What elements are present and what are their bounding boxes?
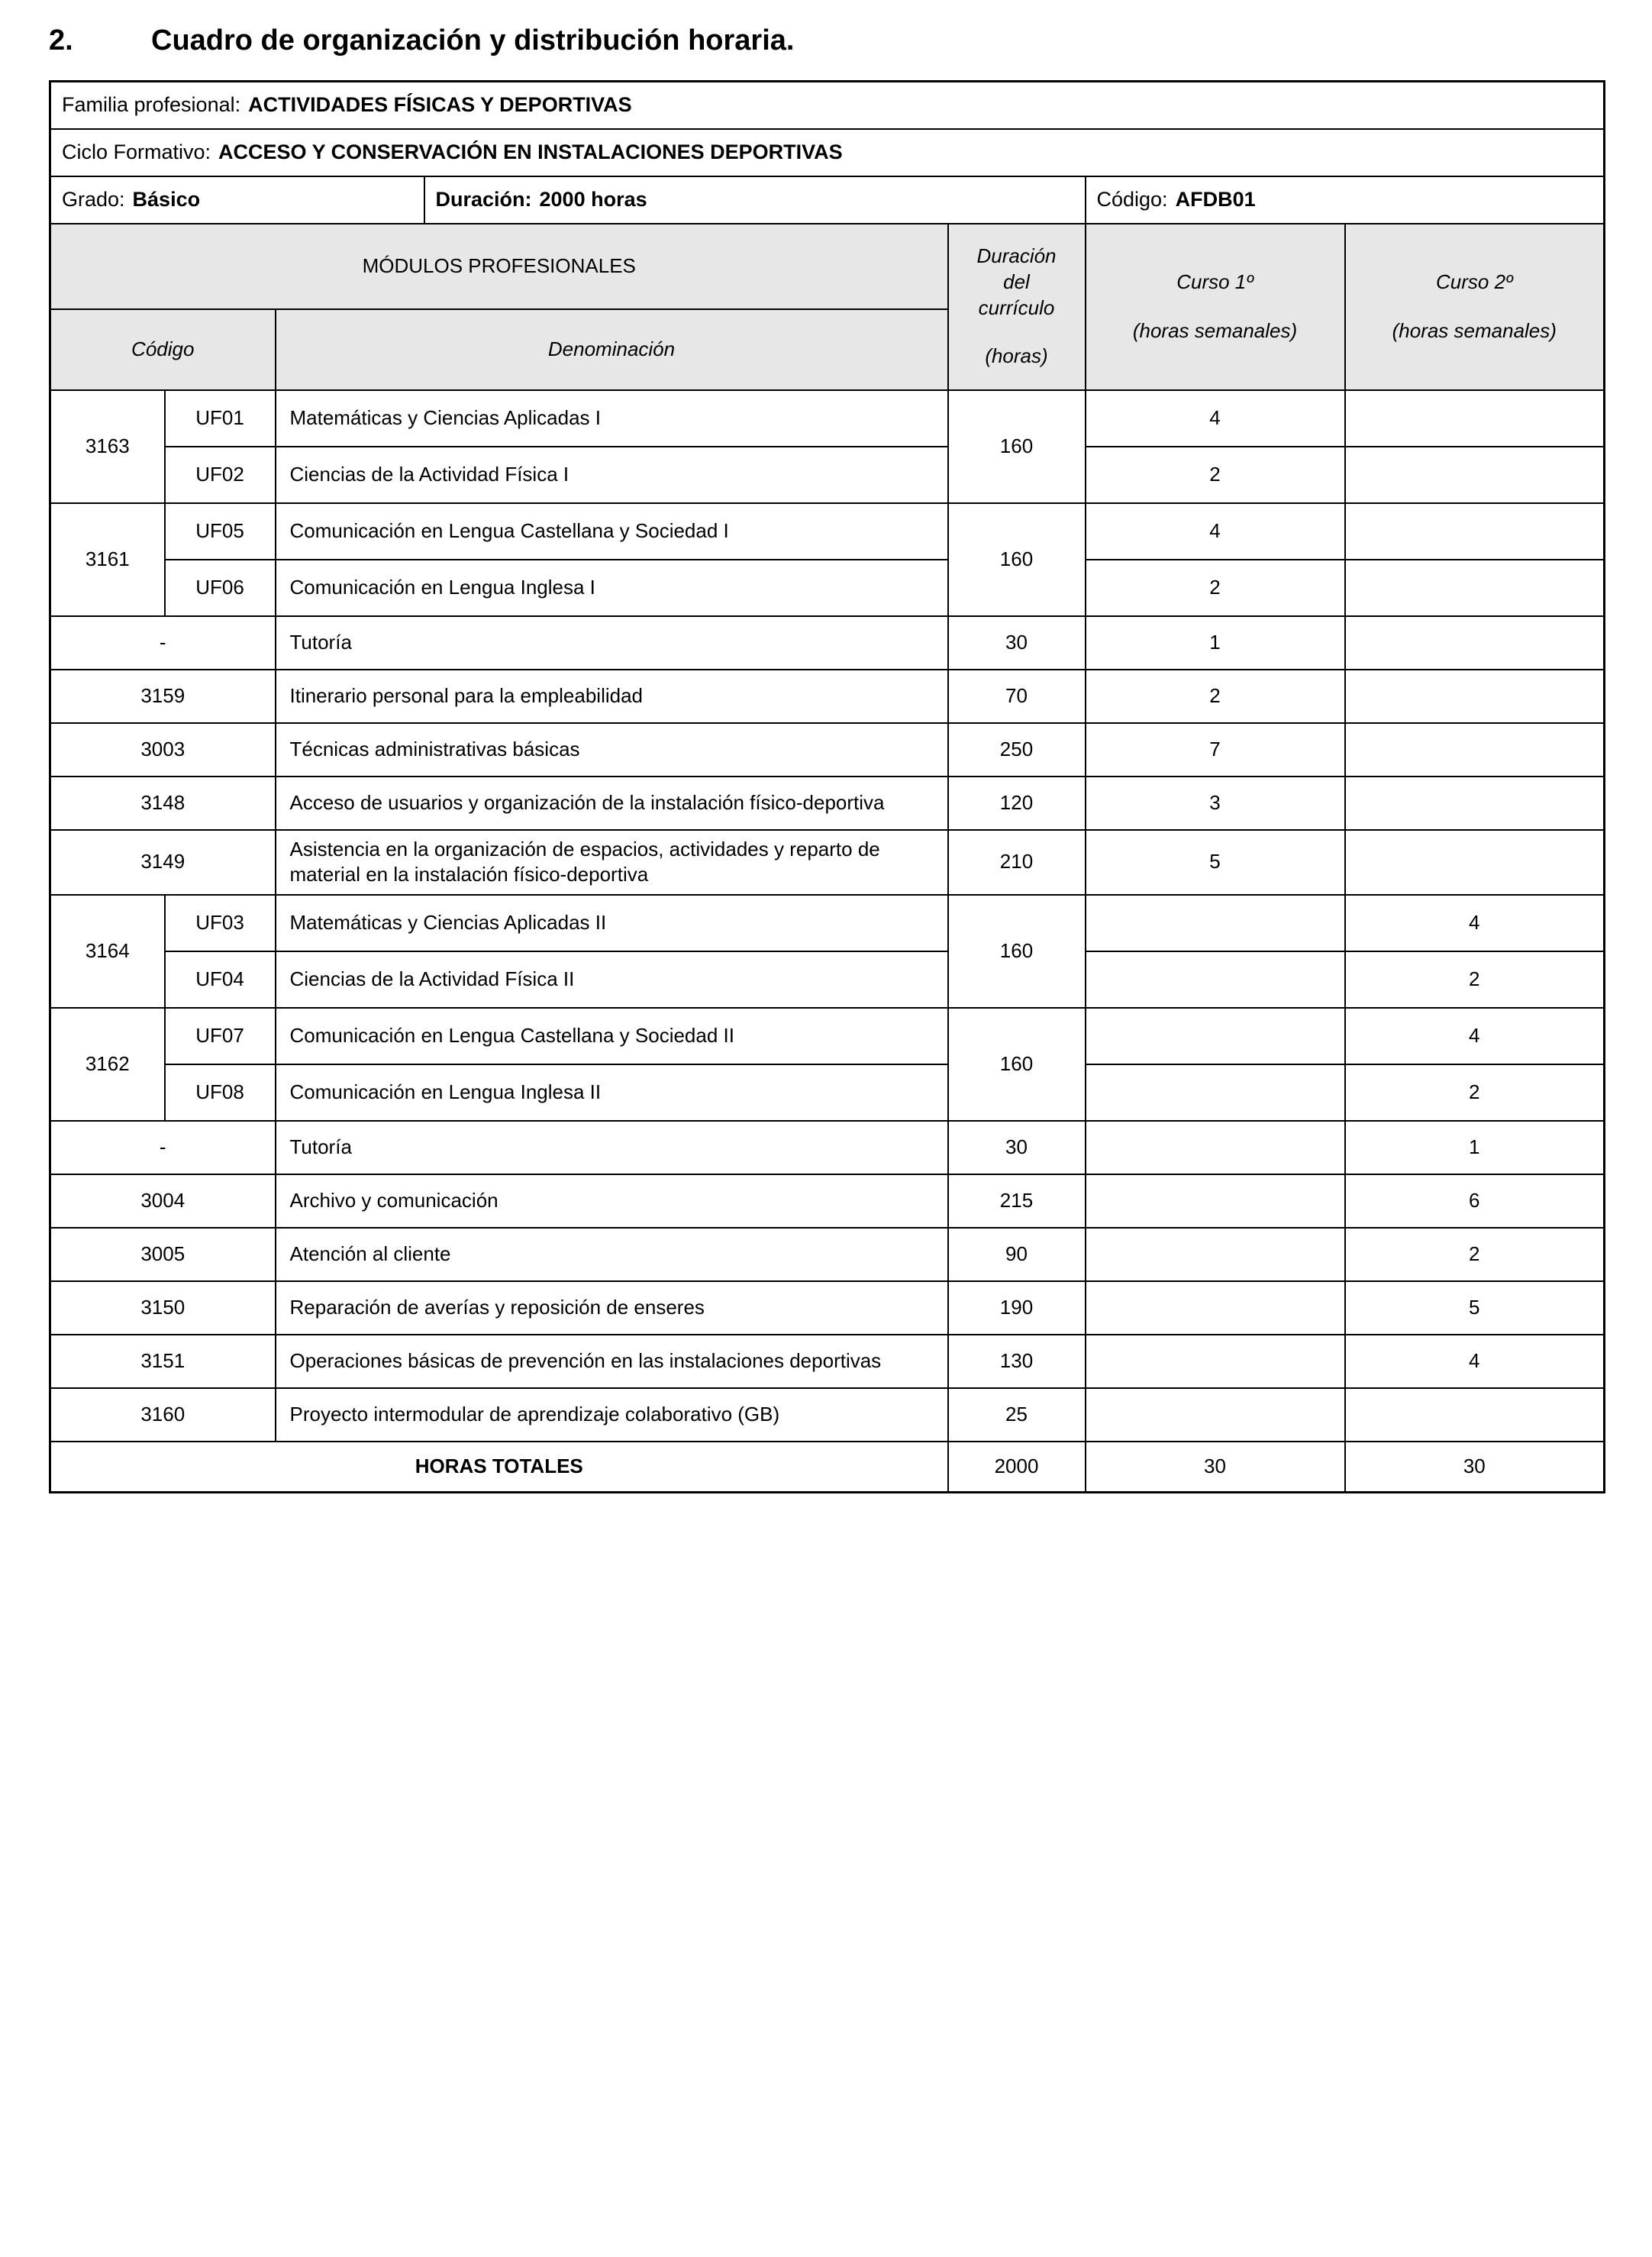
cell-duracion: 250 xyxy=(948,723,1086,777)
cell-code: 3149 xyxy=(50,830,276,896)
cell-module-name: Atención al cliente xyxy=(276,1228,948,1281)
cell-curso2: 4 xyxy=(1345,1008,1605,1064)
header-codigo: Código xyxy=(50,309,276,390)
cell-code: 3003 xyxy=(50,723,276,777)
cell-uf-code: UF06 xyxy=(165,560,276,616)
cell-group-code: 3163 xyxy=(50,390,165,503)
row-3148 xyxy=(50,777,1605,830)
cell-module-name: Proyecto intermodular de aprendizaje colaborativo (GB) xyxy=(276,1388,948,1442)
header-duracion-title: Duración del currículo xyxy=(976,244,1057,319)
cell-code: 3004 xyxy=(50,1174,276,1228)
cell-codigo-ciclo xyxy=(1086,176,1605,224)
row-ciclo-formativo xyxy=(50,129,1605,176)
cell-curso2: 6 xyxy=(1345,1174,1605,1228)
cell-curso1 xyxy=(1086,1174,1345,1228)
cell-module-name: Comunicación en Lengua Inglesa II xyxy=(276,1064,948,1121)
cell-module-name: Acceso de usuarios y organización de la instalación físico-deportiva xyxy=(276,777,948,830)
familia-value: ACTIVIDADES FÍSICAS Y DEPORTIVAS xyxy=(248,93,632,117)
section-heading xyxy=(49,24,1603,57)
cell-curso2 xyxy=(1345,447,1605,503)
cell-duracion: 90 xyxy=(948,1228,1086,1281)
cell-curso1 xyxy=(1086,951,1345,1008)
header-denominacion: Denominación xyxy=(276,309,948,390)
cell-duracion: 30 xyxy=(948,616,1086,670)
row-3003 xyxy=(50,723,1605,777)
cell-duracion: 160 xyxy=(948,1008,1086,1121)
ciclo-label: Ciclo Formativo: xyxy=(62,140,211,163)
cell-module-name: Ciencias de la Actividad Física II xyxy=(276,951,948,1008)
cell-uf-code: UF02 xyxy=(165,447,276,503)
cell-module-name: Comunicación en Lengua Castellana y Sociedad II xyxy=(276,1008,948,1064)
row-3150 xyxy=(50,1281,1605,1335)
cell-uf-code: UF03 xyxy=(165,895,276,951)
row-3163-uf02 xyxy=(50,447,1605,503)
row-3004 xyxy=(50,1174,1605,1228)
row-tutoria-1 xyxy=(50,616,1605,670)
cell-curso1 xyxy=(1086,1228,1345,1281)
cell-code: - xyxy=(50,1121,276,1174)
grado-label: Grado: xyxy=(62,187,125,211)
schedule-table xyxy=(49,80,1605,1493)
cell-curso1: 4 xyxy=(1086,390,1345,447)
header-curso2-sub: (horas semanales) xyxy=(1392,318,1557,342)
row-grado-duracion-codigo xyxy=(50,176,1605,224)
row-familia-profesional xyxy=(50,82,1605,129)
cell-curso2 xyxy=(1345,560,1605,616)
cell-duracion: 190 xyxy=(948,1281,1086,1335)
cell-group-code: 3162 xyxy=(50,1008,165,1121)
cell-totals-curso2: 30 xyxy=(1345,1442,1605,1492)
row-3164-uf03 xyxy=(50,895,1605,951)
cell-curso1: 2 xyxy=(1086,670,1345,723)
cell-curso1: 7 xyxy=(1086,723,1345,777)
cell-ciclo-formativo xyxy=(50,129,1605,176)
cell-module-name: Técnicas administrativas básicas xyxy=(276,723,948,777)
cell-familia-profesional xyxy=(50,82,1605,129)
cell-uf-code: UF08 xyxy=(165,1064,276,1121)
cell-code: 3159 xyxy=(50,670,276,723)
row-3005 xyxy=(50,1228,1605,1281)
cell-module-name: Comunicación en Lengua Inglesa I xyxy=(276,560,948,616)
cell-curso1 xyxy=(1086,1008,1345,1064)
cell-curso1: 3 xyxy=(1086,777,1345,830)
cell-curso1 xyxy=(1086,1281,1345,1335)
cell-curso2 xyxy=(1345,616,1605,670)
duracion-value: 2000 horas xyxy=(539,187,647,211)
cell-curso1 xyxy=(1086,1335,1345,1388)
cell-curso1: 5 xyxy=(1086,830,1345,896)
ciclo-value: ACCESO Y CONSERVACIÓN EN INSTALACIONES DEPORTIVAS xyxy=(218,140,843,163)
section-number: 2. xyxy=(49,24,73,57)
cell-module-name: Matemáticas y Ciencias Aplicadas I xyxy=(276,390,948,447)
cell-curso2: 1 xyxy=(1345,1121,1605,1174)
section-title: Cuadro de organización y distribución horaria. xyxy=(151,24,795,57)
table-header-row-1 xyxy=(50,224,1605,309)
cell-curso2 xyxy=(1345,670,1605,723)
grado-value: Básico xyxy=(132,187,201,211)
cell-curso2 xyxy=(1345,723,1605,777)
cell-code: 3160 xyxy=(50,1388,276,1442)
header-curso1-sub: (horas semanales) xyxy=(1132,318,1298,342)
header-modulos-profesionales: MÓDULOS PROFESIONALES xyxy=(50,224,948,309)
cell-group-code: 3161 xyxy=(50,503,165,616)
cell-code: 3151 xyxy=(50,1335,276,1388)
cell-module-name: Reparación de averías y reposición de enseres xyxy=(276,1281,948,1335)
cell-group-code: 3164 xyxy=(50,895,165,1008)
cell-uf-code: UF04 xyxy=(165,951,276,1008)
cell-duracion: 160 xyxy=(948,390,1086,503)
cell-curso2: 2 xyxy=(1345,951,1605,1008)
cell-module-name: Tutoría xyxy=(276,616,948,670)
row-3163-uf01 xyxy=(50,390,1605,447)
cell-curso1: 1 xyxy=(1086,616,1345,670)
cell-curso2: 4 xyxy=(1345,895,1605,951)
cell-module-name: Matemáticas y Ciencias Aplicadas II xyxy=(276,895,948,951)
header-duracion-curriculo xyxy=(948,224,1086,390)
header-curso-1 xyxy=(1086,224,1345,390)
cell-module-name: Operaciones básicas de prevención en las instalaciones deportivas xyxy=(276,1335,948,1388)
cell-curso1: 4 xyxy=(1086,503,1345,560)
cell-curso2 xyxy=(1345,777,1605,830)
cell-curso1 xyxy=(1086,1121,1345,1174)
cell-module-name: Comunicación en Lengua Castellana y Sociedad I xyxy=(276,503,948,560)
familia-label: Familia profesional: xyxy=(62,93,241,117)
header-curso2-title: Curso 2º xyxy=(1436,270,1513,293)
cell-curso2 xyxy=(1345,1388,1605,1442)
cell-module-name: Ciencias de la Actividad Física I xyxy=(276,447,948,503)
cell-module-name: Tutoría xyxy=(276,1121,948,1174)
row-3149 xyxy=(50,830,1605,896)
cell-curso2 xyxy=(1345,503,1605,560)
cell-uf-code: UF05 xyxy=(165,503,276,560)
duracion-label: Duración: xyxy=(435,187,532,211)
cell-curso2: 2 xyxy=(1345,1228,1605,1281)
codigo-value: AFDB01 xyxy=(1175,187,1256,211)
header-curso-2 xyxy=(1345,224,1605,390)
cell-curso1: 2 xyxy=(1086,560,1345,616)
cell-curso1 xyxy=(1086,1064,1345,1121)
row-3164-uf04 xyxy=(50,951,1605,1008)
cell-grado xyxy=(50,176,424,224)
cell-curso2 xyxy=(1345,390,1605,447)
cell-duracion: 160 xyxy=(948,503,1086,616)
cell-duracion: 215 xyxy=(948,1174,1086,1228)
cell-duracion: 70 xyxy=(948,670,1086,723)
cell-duracion: 160 xyxy=(948,895,1086,1008)
cell-curso2: 4 xyxy=(1345,1335,1605,1388)
row-3151 xyxy=(50,1335,1605,1388)
cell-duracion: 130 xyxy=(948,1335,1086,1388)
cell-duracion: 25 xyxy=(948,1388,1086,1442)
header-curso1-title: Curso 1º xyxy=(1176,270,1254,293)
cell-totals-duracion: 2000 xyxy=(948,1442,1086,1492)
row-3159 xyxy=(50,670,1605,723)
row-3160 xyxy=(50,1388,1605,1442)
row-3161-uf05 xyxy=(50,503,1605,560)
row-3161-uf06 xyxy=(50,560,1605,616)
row-horas-totales xyxy=(50,1442,1605,1492)
cell-curso2 xyxy=(1345,830,1605,896)
row-3162-uf08 xyxy=(50,1064,1605,1121)
cell-uf-code: UF07 xyxy=(165,1008,276,1064)
cell-module-name: Archivo y comunicación xyxy=(276,1174,948,1228)
cell-totals-label: HORAS TOTALES xyxy=(50,1442,948,1492)
cell-duracion: 30 xyxy=(948,1121,1086,1174)
cell-duracion: 210 xyxy=(948,830,1086,896)
cell-curso1 xyxy=(1086,895,1345,951)
cell-curso2: 2 xyxy=(1345,1064,1605,1121)
cell-uf-code: UF01 xyxy=(165,390,276,447)
cell-module-name: Asistencia en la organización de espacios, actividades y reparto de material en la instalación físico-deportiva xyxy=(276,830,948,896)
cell-curso1 xyxy=(1086,1388,1345,1442)
cell-duracion: 120 xyxy=(948,777,1086,830)
cell-duracion-total xyxy=(424,176,1086,224)
row-tutoria-2 xyxy=(50,1121,1605,1174)
cell-curso1: 2 xyxy=(1086,447,1345,503)
row-3162-uf07 xyxy=(50,1008,1605,1064)
cell-curso2: 5 xyxy=(1345,1281,1605,1335)
cell-code: 3150 xyxy=(50,1281,276,1335)
cell-code: 3148 xyxy=(50,777,276,830)
cell-module-name: Itinerario personal para la empleabilidad xyxy=(276,670,948,723)
codigo-label: Código: xyxy=(1096,187,1168,211)
cell-code: 3005 xyxy=(50,1228,276,1281)
cell-code: - xyxy=(50,616,276,670)
header-duracion-sub: (horas) xyxy=(985,344,1048,368)
cell-totals-curso1: 30 xyxy=(1086,1442,1345,1492)
